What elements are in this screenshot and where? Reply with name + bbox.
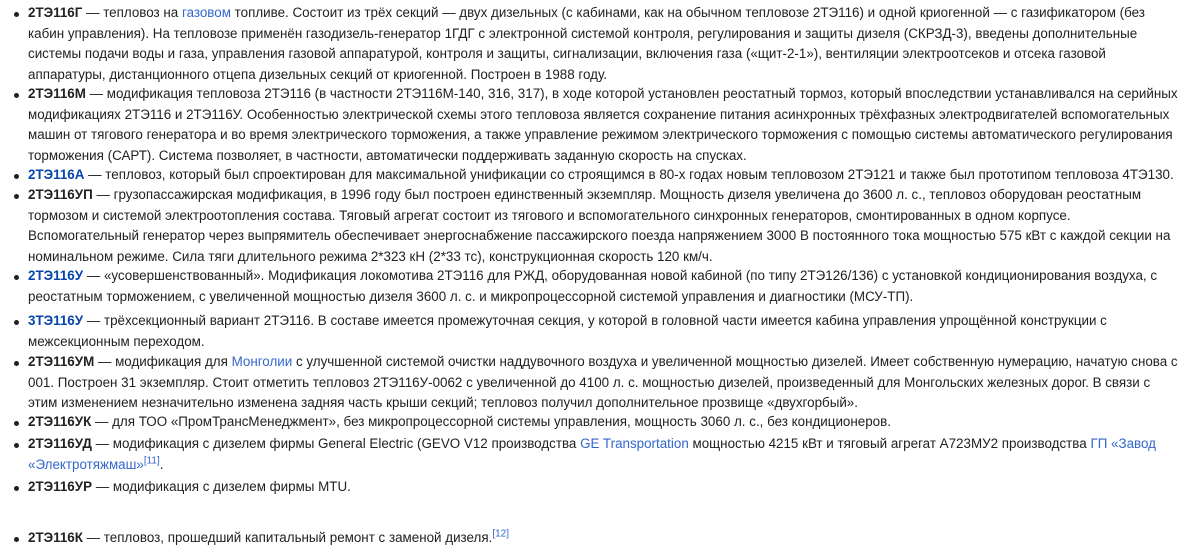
list-item-2te116ud — [0, 434, 1200, 475]
reference-12 — [492, 529, 509, 540]
bullet — [14, 194, 19, 199]
bullet — [14, 93, 19, 98]
bullet — [14, 443, 19, 448]
list-item-2te116m — [0, 84, 1200, 166]
link-gas[interactable]: газовом — [181, 5, 231, 20]
variant-name: 2ТЭ116УП — [28, 187, 93, 202]
dash: — — [82, 530, 104, 545]
description-text: «усовершенствованный». Модификация локомотива 2ТЭ116 для РЖД, оборудованная новой кабиной (по типу 2ТЭ126/136) с установкой кондиционирования воздуха, с реостатным торможением, с увеличенной мощностью дизеля 3600 л. с. и микропроцессорной системой управления и диагностики (МСУ-ТП). — [28, 268, 1158, 304]
description-text: трёхсекционный вариант 2ТЭ116. В составе имеется промежуточная секция, у которой в головной части имеется кабина управления упрощённой конструкции с межсекционным переходом. — [28, 313, 1107, 349]
description-text: модификация с дизелем фирмы MTU. — [112, 479, 351, 494]
description-text: модификация тепловоза 2ТЭ116 (в частности 2ТЭ116М-140, 316, 317), в ходе которой установлен реостатный тормоз, который впоследствии устанавливался на серийных модификациях 2ТЭ116 и 2ТЭ116У. Особенностью электрической схемы этого тепловоза является сохранение питания асинхронных трёхфазных электродвигателей вспомогательных машин от тягового генератора и во время электрического торможения, а также управление режимом электрического торможения с помощью системы автоматического регулирования торможения (САРТ). Система позволяет, в частности, автоматически поддерживать заданную скорость на спусках. — [28, 86, 1178, 163]
bullet — [14, 174, 19, 179]
dash: — — [92, 479, 113, 494]
list-item-2te116u — [0, 266, 1200, 307]
dash: — — [85, 86, 107, 101]
description-text: с улучшенной системой очистки наддувочного воздуха и увеличенной мощностью дизелей. Имеет собственную нумерацию, начатую снова с 001. Построен 31 экземпляр. Стоит отметить тепловоз 2ТЭ116У-0062 с увеличенной до 4100 л. с. мощностью дизелей, произведенный для Монгольских железных дорог. В связи с этим изменением незначительно изменена задняя часть крыши секций; тепловоз получил дополнительное прозвище «двухгорбый». — [28, 354, 1178, 411]
dash: — — [83, 268, 104, 283]
variant-name: 2ТЭ116УД — [28, 436, 92, 451]
bullet — [14, 320, 19, 325]
bullet — [14, 421, 19, 426]
description-text: . — [159, 456, 164, 472]
reference-11 — [144, 455, 160, 466]
bullet — [14, 486, 19, 491]
variant-link-2te116a[interactable]: 2ТЭ116А — [28, 167, 85, 182]
description-text: тепловоз, прошедший капитальный ремонт с заменой дизеля. — [103, 530, 493, 545]
description-text: модификация с дизелем фирмы General Electric (GEVO V12 производства — [112, 436, 581, 451]
variant-link-2te116u[interactable]: 2ТЭ116У — [28, 268, 84, 283]
variant-name: 2ТЭ116К — [28, 530, 83, 545]
list-item-2te116g — [0, 3, 1200, 85]
dash: — — [91, 436, 113, 451]
dash: — — [82, 5, 104, 20]
bullet — [14, 275, 19, 280]
dash: — — [91, 414, 113, 429]
variant-name: 2ТЭ116Г — [28, 5, 83, 20]
variant-name: 2ТЭ116УМ — [28, 354, 95, 369]
reference-link-11[interactable]: [11] — [143, 455, 160, 467]
variant-name: 2ТЭ116УК — [28, 414, 92, 429]
link-ge-transportation[interactable]: GE Transportation — [580, 436, 689, 451]
dash: — — [94, 354, 116, 369]
description-text: мощностью 4215 кВт и тяговый агрегат А723МУ2 производства — [688, 436, 1091, 451]
bullet — [14, 361, 19, 366]
description-text: для ТОО «ПромТрансМенеджмент», без микропроцессорной системы управления, мощность 3060 л. с., без кондиционеров. — [112, 414, 891, 429]
description-text: тепловоз, который был спроектирован для максимальной унификации со строящимся в 80-х годах новым тепловозом 2ТЭ121 и также был прототипом тепловоза 4ТЭ130. — [105, 167, 1174, 182]
list-item-3te116u — [0, 311, 1200, 352]
dash: — — [92, 187, 114, 202]
list-item-2te116k — [0, 528, 1200, 549]
link-elektrotyazhmash[interactable]: ГП «Завод «Электротяжмаш» — [28, 436, 1156, 472]
bullet — [14, 537, 19, 542]
variant-name: 2ТЭ116УР — [28, 479, 93, 494]
list-item-2te116up — [0, 185, 1200, 267]
variant-link-3te116u[interactable]: 3ТЭ116У — [28, 313, 84, 328]
dash: — — [83, 313, 104, 328]
list-item-2te116ur — [0, 477, 1200, 498]
description-text: модификация для — [115, 354, 232, 369]
reference-link-12[interactable]: [12] — [492, 528, 510, 540]
bullet — [14, 12, 19, 17]
list-item-2te116a — [0, 165, 1200, 186]
description-text: грузопассажирская модификация, в 1996 году был построен единственный экземпляр. Мощность дизеля увеличена до 3600 л. с., тепловоз оборудован реостатным тормозом и системой электроотопления состава. Тяговый агрегат состоит из тягового и вспомогательного синхронных генераторов, смонтированных в одном корпусе. Вспомогательный генератор через выпрямитель обеспечивает энергоснабжение пассажирского поезда напряжением 3000 В постоянного тока мощностью 575 кВт с каждой секции на номинальном режиме. Сила тяги длительного режима 2*323 кН (2*33 тс), конструкционная скорость 120 км/ч. — [28, 187, 1171, 264]
description-text: тепловоз на — [103, 5, 182, 20]
dash: — — [84, 167, 106, 182]
variant-name: 2ТЭ116М — [28, 86, 86, 101]
link-mongolia[interactable]: Монголии — [231, 354, 293, 369]
description-text: топливе. Состоит из трёх секций — двух дизельных (с кабинами, как на обычном тепловозе 2ТЭ116) и одной криогенной — с газификатором (без кабин управления). На тепловозе применён газодизель-генератор 1ГДГ с электронной системой контроля, регулирования и защиты дизеля (СКРЗД-3), введены дополнительные системы подачи воды и газа, управления газовой аппаратурой, контроля и защиты, сигнализации, включения газа («щит-2-1»), вентиляции электроотсеков и отсека газовой аппаратуры, дистанционного отцепа дизельных секций от криогенной. Построен в 1988 году. — [28, 5, 1145, 82]
list-item-2te116uk — [0, 412, 1200, 433]
list-item-2te116um — [0, 352, 1200, 414]
